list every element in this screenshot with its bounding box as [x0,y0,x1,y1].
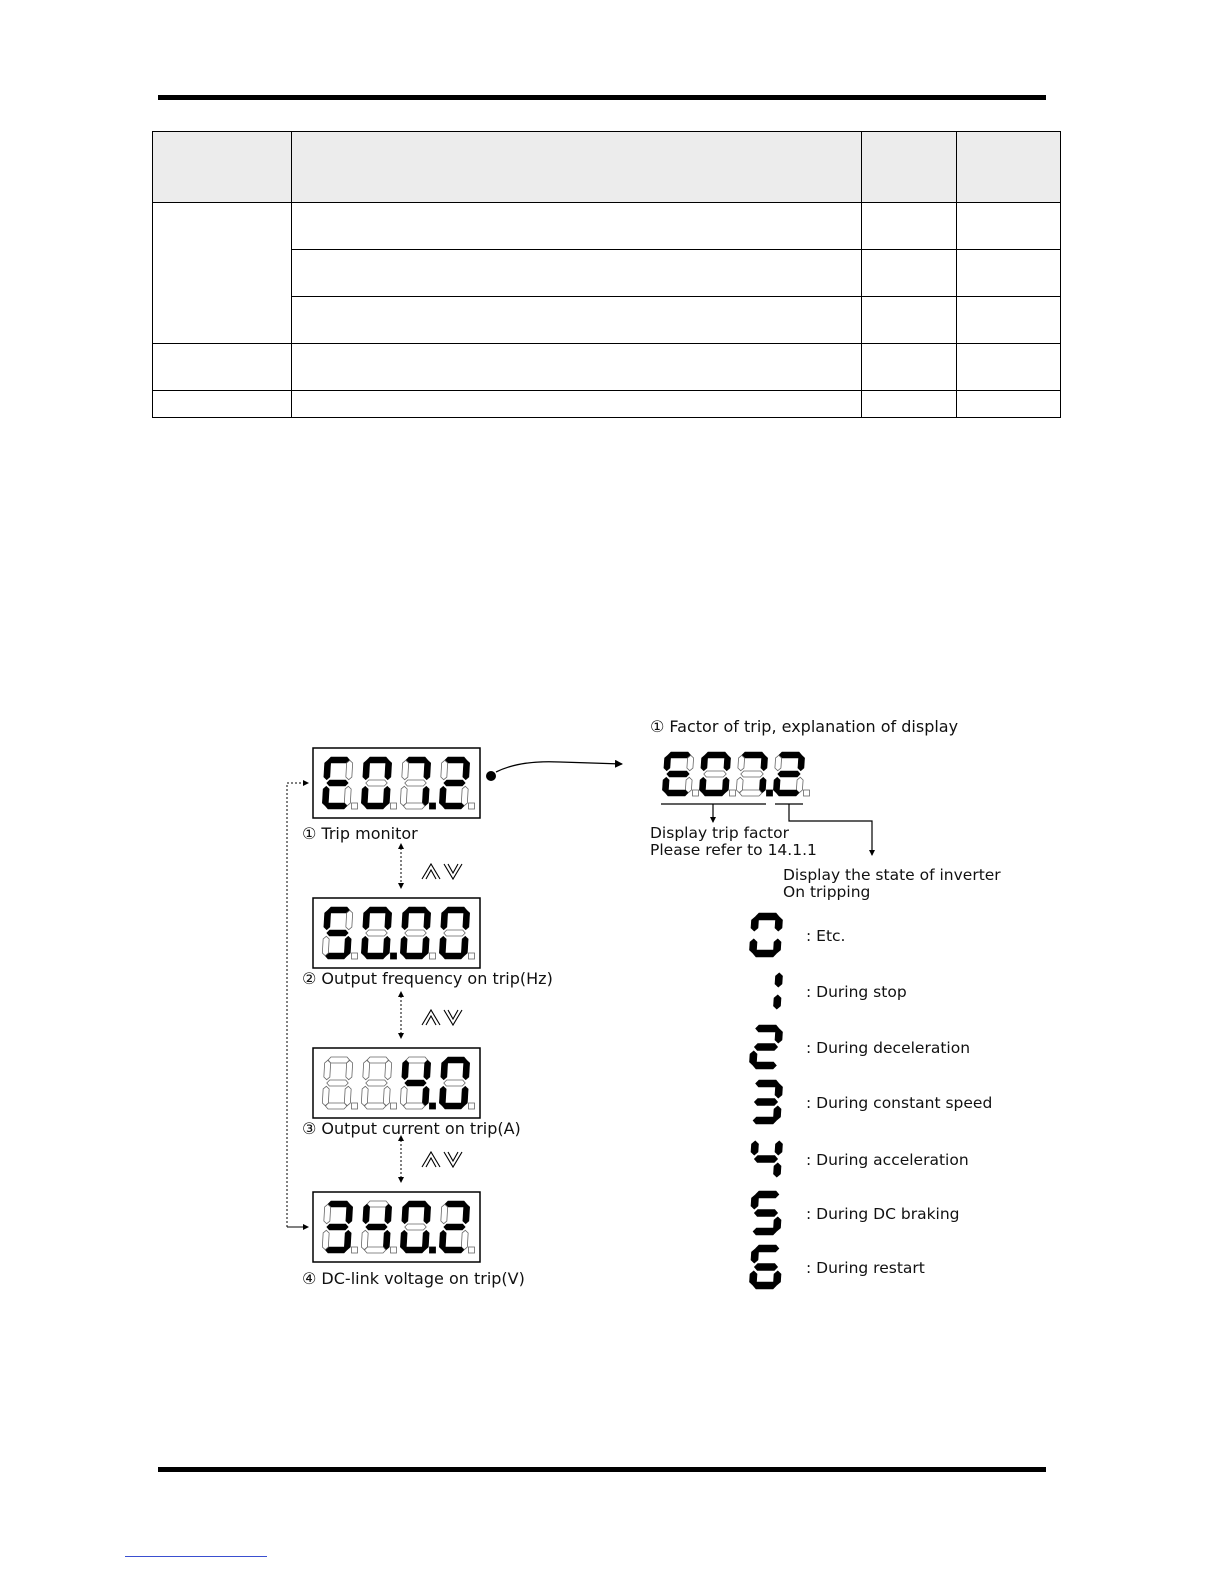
segment-g [405,930,426,936]
decimal-point [430,1247,436,1253]
decimal-point [767,790,773,796]
segment-c [422,1230,429,1249]
state-text-2: On tripping [783,883,871,901]
segment-f [324,1060,331,1079]
segment-d [666,790,688,796]
state-digit [749,1245,781,1289]
segment-d [740,790,762,796]
segment-g [754,1210,777,1217]
segment-d [753,1062,776,1069]
segment-g [444,930,465,936]
segment-f [738,755,745,770]
decimal-point [391,803,397,809]
segment-a [367,1201,388,1207]
decimal-point [693,790,699,796]
segment-b [463,910,470,929]
segment-c [461,786,468,805]
segment-d [403,1247,424,1253]
segment-d [703,790,725,796]
segment-d [442,803,463,809]
connector-dot [486,771,496,781]
decimal-point [430,1103,436,1109]
segment-b [346,1204,353,1223]
decimal-point [469,1103,475,1109]
lcd-example-digit [736,752,772,796]
segment-d [442,1247,463,1253]
trip-factor-text: Display trip factor [650,824,789,842]
segment-b [346,1060,353,1079]
segment-c [759,777,766,792]
decimal-point [352,1103,358,1109]
state-item [753,1080,992,1124]
segment-b [424,910,431,929]
example-display-digits [662,752,809,796]
segment-e [361,1086,368,1105]
segment-g [667,771,689,777]
segment-d [403,1103,424,1109]
segment-g [366,1224,387,1230]
segment-f [664,755,671,770]
segment-f [441,910,448,929]
segment-d [364,1247,385,1253]
segment-e [773,777,780,792]
decimal-point [352,1247,358,1253]
segment-d [753,1282,776,1289]
segment-b [463,1060,470,1079]
segment-c [422,936,429,955]
segment-b [775,973,783,987]
segment-c [422,1086,429,1105]
segment-b [724,755,731,770]
state-item [749,1245,924,1289]
segment-b [761,755,768,770]
state-item [749,913,845,957]
state-label: : During constant speed [806,1094,993,1112]
segment-g [444,780,465,786]
state-label: : Etc. [806,927,846,945]
segment-g [366,1080,387,1086]
output-current-label: ③ Output current on trip(A) [302,1119,521,1138]
segment-g [741,771,763,777]
segment-a [756,1025,779,1032]
state-label: : During acceleration [806,1151,969,1169]
segment-f [363,1204,370,1223]
footer-link-underline [125,1556,267,1557]
segment-b [775,1141,783,1155]
segment-e [361,786,368,805]
segment-f [775,755,782,770]
segment-a [668,752,690,758]
decimal-point [430,803,436,809]
state-digit [749,1025,782,1069]
output-frequency-label: ② Output frequency on trip(Hz) [302,969,553,988]
segment-g [327,1224,348,1230]
segment-g [704,771,726,777]
segment-f [402,1060,409,1079]
state-item [749,1025,970,1069]
segment-c [773,995,781,1009]
segment-a [406,1057,427,1063]
segment-f [324,910,331,929]
segment-b [687,755,694,770]
segment-b [798,755,805,770]
state-digit [773,973,782,1009]
segment-d [364,953,385,959]
segment-e [322,1086,329,1105]
segment-a [445,1201,466,1207]
decimal-point [391,1247,397,1253]
segment-e [322,786,329,805]
decimal-point [730,790,736,796]
segment-d [442,953,463,959]
state-digit [751,1141,783,1177]
segment-c [344,1230,351,1249]
segment-a [406,907,427,913]
segment-b [346,760,353,779]
segment-c [796,777,803,792]
segment-c [383,1086,390,1105]
segment-b [385,910,392,929]
lcd-example-digit [773,752,809,796]
footer-rule [158,1467,1046,1472]
state-item [751,1191,960,1235]
segment-d [403,953,424,959]
state-label: : During stop [806,983,907,1001]
state-text: Display the state of inverter [783,866,1001,884]
segment-f [324,760,331,779]
decimal-point [430,953,436,959]
segment-g [327,1080,348,1086]
segment-d [403,803,424,809]
segment-e [439,1086,446,1105]
segment-a [742,752,764,758]
segment-c [383,1230,390,1249]
segment-e [400,1086,407,1105]
segment-e [361,1230,368,1249]
state-list [749,913,992,1289]
segment-g [754,1099,777,1106]
segment-f [324,1204,331,1223]
segment-c [722,777,729,792]
state-item [751,1141,969,1177]
segment-b [346,910,353,929]
segment-g [366,930,387,936]
state-label: : During deceleration [806,1039,971,1057]
state-digit [749,913,782,957]
segment-a [445,757,466,763]
segment-c [344,1086,351,1105]
segment-f [363,910,370,929]
segment-g [405,1080,426,1086]
segment-b [463,760,470,779]
segment-c [685,777,692,792]
segment-e [400,936,407,955]
segment-e [400,786,407,805]
segment-g [444,1224,465,1230]
segment-a [328,1201,349,1207]
decimal-point [469,953,475,959]
dc-link-voltage-label: ④ DC-link voltage on trip(V) [302,1269,525,1288]
segment-f [363,1060,370,1079]
decimal-point [391,953,397,959]
segment-a [756,1080,779,1087]
segment-g [778,771,800,777]
segment-f [441,1060,448,1079]
segment-d [753,1117,776,1124]
decimal-point [352,953,358,959]
segment-c [773,1163,781,1177]
decimal-point [469,803,475,809]
segment-g [754,1156,777,1163]
segment-c [461,936,468,955]
trip-factor-reference: Please refer to 14.1.1 [650,841,817,859]
segment-e [439,786,446,805]
connector-arrow [496,762,622,772]
segment-a [705,752,727,758]
segment-e [736,777,743,792]
segment-b [424,1204,431,1223]
segment-b [385,760,392,779]
segment-c [461,1230,468,1249]
segment-f [441,1204,448,1223]
segment-e [361,936,368,955]
segment-c [461,1086,468,1105]
segment-d [325,803,346,809]
segment-b [385,1060,392,1079]
segment-a [756,1191,779,1198]
segment-g [754,1264,777,1271]
segment-g [366,780,387,786]
state-digit [753,1080,782,1124]
segment-g [405,780,426,786]
segment-a [328,757,349,763]
segment-f [441,760,448,779]
segment-f [751,1249,759,1263]
segment-b [424,760,431,779]
segment-c [422,786,429,805]
segment-d [364,803,385,809]
segment-f [402,1204,409,1223]
segment-d [753,950,776,957]
segment-e [662,777,669,792]
lcd-example-digit [699,752,735,796]
segment-g [327,780,348,786]
segment-b [424,1060,431,1079]
up-down-keys-icon [422,1152,462,1167]
segment-f [402,910,409,929]
state-label: : During DC braking [806,1205,960,1223]
decimal-point [391,1103,397,1109]
segment-d [777,790,799,796]
segment-c [383,936,390,955]
segment-d [753,1228,776,1235]
segment-g [444,1080,465,1086]
decimal-point [469,1247,475,1253]
lcd-example-digit [662,752,698,796]
segment-a [406,757,427,763]
decimal-point [352,803,358,809]
segment-g [327,930,348,936]
segment-a [367,907,388,913]
segment-e [699,777,706,792]
state-digit [751,1191,781,1235]
segment-a [406,1201,427,1207]
segment-a [756,1245,779,1252]
up-down-keys-icon [422,1010,462,1025]
segment-f [363,760,370,779]
segment-a [445,907,466,913]
segment-e [439,936,446,955]
segment-a [367,757,388,763]
segment-e [322,1230,329,1249]
segment-c [383,786,390,805]
segment-e [439,1230,446,1249]
segment-e [322,936,329,955]
segment-d [325,1103,346,1109]
state-item [773,973,906,1009]
segment-f [701,755,708,770]
explanation-title: ① Factor of trip, explanation of display [650,717,959,736]
segment-e [400,1230,407,1249]
up-down-keys-icon [422,864,462,879]
segment-a [756,913,779,920]
segment-d [364,1103,385,1109]
segment-g [754,1044,777,1051]
segment-f [402,760,409,779]
segment-b [463,1204,470,1223]
segment-a [367,1057,388,1063]
segment-a [328,1057,349,1063]
state-label: : During restart [806,1259,925,1277]
segment-f [751,1141,759,1155]
segment-a [445,1057,466,1063]
segment-a [779,752,801,758]
loop-arrow [287,783,308,1227]
segment-a [328,907,349,913]
segment-d [442,1103,463,1109]
segment-c [344,786,351,805]
segment-d [325,953,346,959]
segment-c [344,936,351,955]
segment-b [385,1204,392,1223]
trip-monitor-label: ① Trip monitor [302,824,418,843]
segment-f [751,917,759,931]
segment-g [405,1224,426,1230]
decimal-point [804,790,810,796]
segment-d [325,1247,346,1253]
segment-f [751,1195,759,1209]
